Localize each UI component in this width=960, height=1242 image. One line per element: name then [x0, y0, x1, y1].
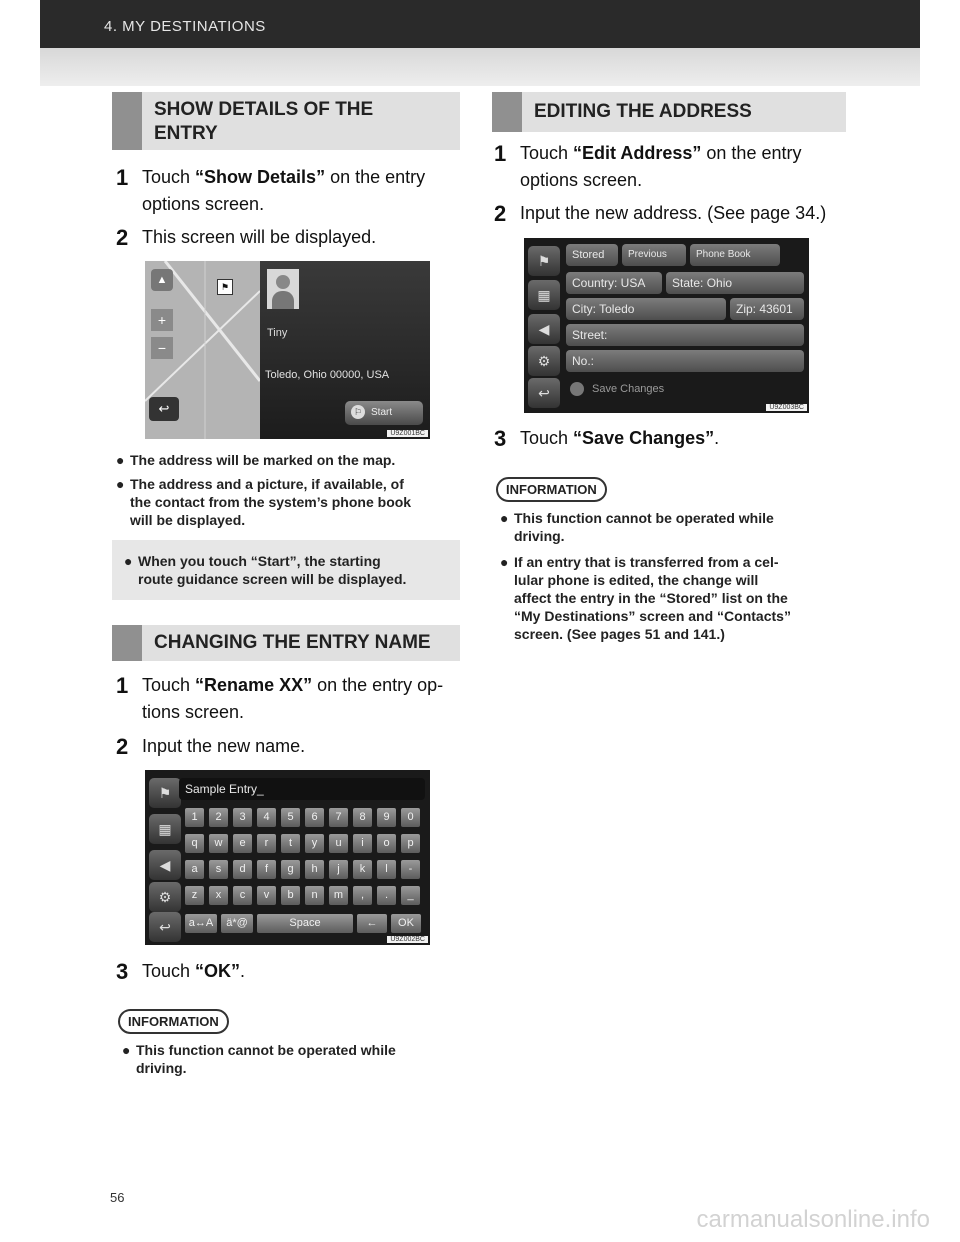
step-button-ref: “Rename XX”: [195, 675, 313, 695]
step-number: 3: [494, 426, 507, 451]
heading-line: ENTRY: [154, 123, 218, 144]
step-number: 2: [494, 201, 507, 226]
watermark: carmanualsonline.info: [696, 1206, 930, 1233]
heading-line: SHOW DETAILS OF THE: [154, 99, 374, 120]
keyboard-key[interactable]: _: [401, 886, 420, 905]
information-tag: INFORMATION: [118, 1009, 229, 1034]
section-heading-show-details: [112, 92, 460, 150]
keyboard-key[interactable]: -: [401, 860, 420, 879]
contact-address: Toledo, Ohio 00000, USA: [265, 369, 390, 381]
info-line: lular phone is edited, the change will: [514, 572, 759, 588]
keyboard-key[interactable]: f: [257, 860, 276, 879]
step-button-ref: “OK”: [195, 961, 241, 981]
keyboard-key[interactable]: p: [401, 834, 420, 853]
case-toggle-key[interactable]: a↔A: [185, 914, 217, 933]
back-button[interactable]: ↩: [528, 378, 560, 408]
navigation-icon[interactable]: ◀: [528, 314, 560, 344]
symbol-key[interactable]: ä*@: [221, 914, 253, 933]
step-number: 1: [116, 673, 129, 698]
keyboard-key[interactable]: o: [377, 834, 396, 853]
back-button[interactable]: ↩: [149, 912, 181, 942]
keyboard-key[interactable]: 8: [353, 808, 372, 827]
navigation-icon[interactable]: ◀: [149, 850, 181, 880]
avatar-body: [272, 291, 294, 309]
section-heading-bar: [112, 625, 142, 661]
note-box: [112, 540, 460, 600]
info-text: [136, 1041, 396, 1077]
destination-icon[interactable]: ⚑: [149, 778, 181, 808]
keyboard-key[interactable]: j: [329, 860, 348, 879]
start-button-label: Start: [371, 407, 393, 418]
tab-stored[interactable]: Stored: [566, 244, 618, 266]
keyboard-key[interactable]: ,: [353, 886, 372, 905]
save-icon: [570, 382, 584, 396]
chapter-title: 4. MY DESTINATIONS: [104, 18, 266, 35]
bullet-dot: ●: [116, 452, 125, 468]
bullet-dot: ●: [500, 510, 509, 526]
keyboard-key[interactable]: 6: [305, 808, 324, 827]
step-text: Input the new address. (See page 34.): [520, 203, 827, 223]
step-button-ref: “Save Changes”: [573, 428, 715, 448]
keyboard-key[interactable]: b: [281, 886, 300, 905]
keyboard-key[interactable]: s: [209, 860, 228, 879]
note-line: When you touch “Start”, the starting: [138, 553, 381, 569]
house-number-field[interactable]: No.:: [566, 350, 804, 372]
tab-phone-book[interactable]: Phone Book: [690, 244, 780, 266]
keyboard-key[interactable]: q: [185, 834, 204, 853]
header-band: [40, 48, 920, 86]
keyboard-key[interactable]: y: [305, 834, 324, 853]
keyboard-key[interactable]: c: [233, 886, 252, 905]
note-text: [138, 552, 406, 588]
step-number: 1: [494, 141, 507, 166]
keyboard-key[interactable]: a: [185, 860, 204, 879]
start-button[interactable]: [345, 401, 423, 425]
step-number: 2: [116, 225, 129, 250]
compass-icon[interactable]: ▲: [151, 269, 173, 291]
note-line: route guidance screen will be displayed.: [138, 571, 407, 587]
space-key[interactable]: Space: [257, 914, 353, 933]
backspace-key[interactable]: ←: [357, 914, 387, 933]
step-text: Input the new name.: [142, 736, 306, 756]
step-text: options screen.: [142, 194, 265, 214]
keyboard-screen-image: [145, 770, 430, 945]
step-button-ref: “Edit Address”: [573, 143, 702, 163]
info-text: [514, 553, 791, 643]
keyboard-key[interactable]: .: [377, 886, 396, 905]
bullet-dot: ●: [500, 554, 509, 570]
info-line: affect the entry in the “Stored” list on the: [514, 590, 788, 606]
step-text: .: [240, 961, 246, 981]
step-button-ref: “Show Details”: [195, 167, 326, 187]
step-number: 2: [116, 734, 129, 759]
info-line: driving.: [136, 1060, 187, 1076]
keyboard-key[interactable]: e: [233, 834, 252, 853]
bullet-dot: ●: [124, 553, 133, 569]
section-heading-changing-name: [112, 625, 460, 661]
keyboard-key[interactable]: h: [305, 860, 324, 879]
keyboard-key[interactable]: 4: [257, 808, 276, 827]
info-line: screen. (See pages 51 and 141.): [514, 626, 725, 642]
avatar-icon: [276, 275, 290, 289]
bullet-dot: ●: [116, 476, 125, 492]
page-number: 56: [110, 1190, 125, 1205]
keyboard-key[interactable]: t: [281, 834, 300, 853]
step-text: options screen.: [520, 170, 643, 190]
zip-field[interactable]: Zip: 43601: [730, 298, 804, 320]
step-text: Touch: [142, 167, 196, 187]
keyboard-key[interactable]: v: [257, 886, 276, 905]
bullet-line: the contact from the system’s phone book: [130, 494, 412, 510]
contact-photo: [267, 269, 299, 309]
map-icon[interactable]: ▦: [528, 280, 560, 310]
step-text: on the entry: [701, 143, 802, 163]
country-field[interactable]: Country: USA: [566, 272, 662, 294]
save-changes-label: Save Changes: [592, 383, 665, 395]
start-flag-icon: ⚐: [351, 405, 365, 419]
keyboard-key[interactable]: n: [305, 886, 324, 905]
section-heading-bar: [112, 92, 142, 150]
step-text: .: [714, 428, 720, 448]
route-marker-icon: ⚑: [217, 279, 233, 295]
keyboard-key[interactable]: g: [281, 860, 300, 879]
keyboard-key[interactable]: 7: [329, 808, 348, 827]
keyboard-key[interactable]: k: [353, 860, 372, 879]
step-text: Touch: [520, 143, 574, 163]
tab-previous[interactable]: Previous: [622, 244, 686, 266]
step-number: 3: [116, 959, 129, 984]
city-field[interactable]: City: Toledo: [566, 298, 726, 320]
step-number: 1: [116, 165, 129, 190]
address-screen-image: [524, 238, 809, 413]
step-text: tions screen.: [142, 702, 245, 722]
step-text: Touch: [142, 961, 196, 981]
keyboard-key[interactable]: 2: [209, 808, 228, 827]
keyboard-key[interactable]: 1: [185, 808, 204, 827]
info-line: “My Destinations” screen and “Contacts”: [514, 608, 791, 624]
zoom-out-button[interactable]: −: [151, 337, 173, 359]
entry-name-field[interactable]: Sample Entry_: [179, 778, 425, 800]
keyboard-key[interactable]: 0: [401, 808, 420, 827]
bullet-line: The address and a picture, if available, of: [130, 476, 404, 492]
step-text: on the entry: [325, 167, 426, 187]
keyboard-key[interactable]: u: [329, 834, 348, 853]
keyboard-key[interactable]: 3: [233, 808, 252, 827]
bullet-text: The address will be marked on the map.: [130, 452, 396, 468]
keyboard-key[interactable]: z: [185, 886, 204, 905]
section-heading-text: CHANGING THE ENTRY NAME: [154, 632, 431, 653]
section-heading-text: [154, 98, 373, 146]
info-line: driving.: [514, 528, 565, 544]
step-text: Touch: [520, 428, 574, 448]
step-text: This screen will be displayed.: [142, 227, 377, 247]
keyboard-key[interactable]: r: [257, 834, 276, 853]
details-screen-image: [145, 261, 430, 439]
ok-key[interactable]: OK: [391, 914, 421, 933]
info-line: This function cannot be operated while: [136, 1042, 396, 1058]
map-icon[interactable]: ▦: [149, 814, 181, 844]
section-heading-text: EDITING THE ADDRESS: [534, 101, 752, 122]
bullet-line: will be displayed.: [130, 512, 246, 528]
keyboard-key[interactable]: i: [353, 834, 372, 853]
step-text: Touch: [142, 675, 196, 695]
bullet-text: [130, 475, 411, 529]
information-tag: INFORMATION: [496, 477, 607, 502]
info-text: [514, 509, 774, 545]
keyboard-key[interactable]: 9: [377, 808, 396, 827]
save-changes-button[interactable]: [566, 378, 804, 400]
bullet-dot: ●: [122, 1042, 131, 1058]
keyboard-key[interactable]: d: [233, 860, 252, 879]
back-button[interactable]: ↩: [149, 397, 179, 421]
section-heading-editing-address: [492, 92, 846, 132]
chapter-header: [40, 0, 920, 48]
image-code: U9Z002BC: [387, 936, 428, 943]
image-code: U9Z001BC: [387, 430, 428, 437]
zoom-in-button[interactable]: +: [151, 309, 173, 331]
destination-icon[interactable]: ⚑: [528, 246, 560, 276]
street-field[interactable]: Street:: [566, 324, 804, 346]
settings-icon[interactable]: ⚙: [528, 346, 560, 376]
info-line: If an entry that is transferred from a cel-: [514, 554, 779, 570]
contact-name: Tiny: [267, 327, 288, 339]
state-field[interactable]: State: Ohio: [666, 272, 804, 294]
keyboard-key[interactable]: x: [209, 886, 228, 905]
step-text: on the entry op-: [312, 675, 444, 695]
keyboard-key[interactable]: m: [329, 886, 348, 905]
keyboard-key[interactable]: 5: [281, 808, 300, 827]
settings-icon[interactable]: ⚙: [149, 882, 181, 912]
section-heading-bar: [492, 92, 522, 132]
image-code: U9Z003BC: [766, 404, 807, 411]
keyboard-key[interactable]: l: [377, 860, 396, 879]
info-line: This function cannot be operated while: [514, 510, 774, 526]
keyboard-key[interactable]: w: [209, 834, 228, 853]
